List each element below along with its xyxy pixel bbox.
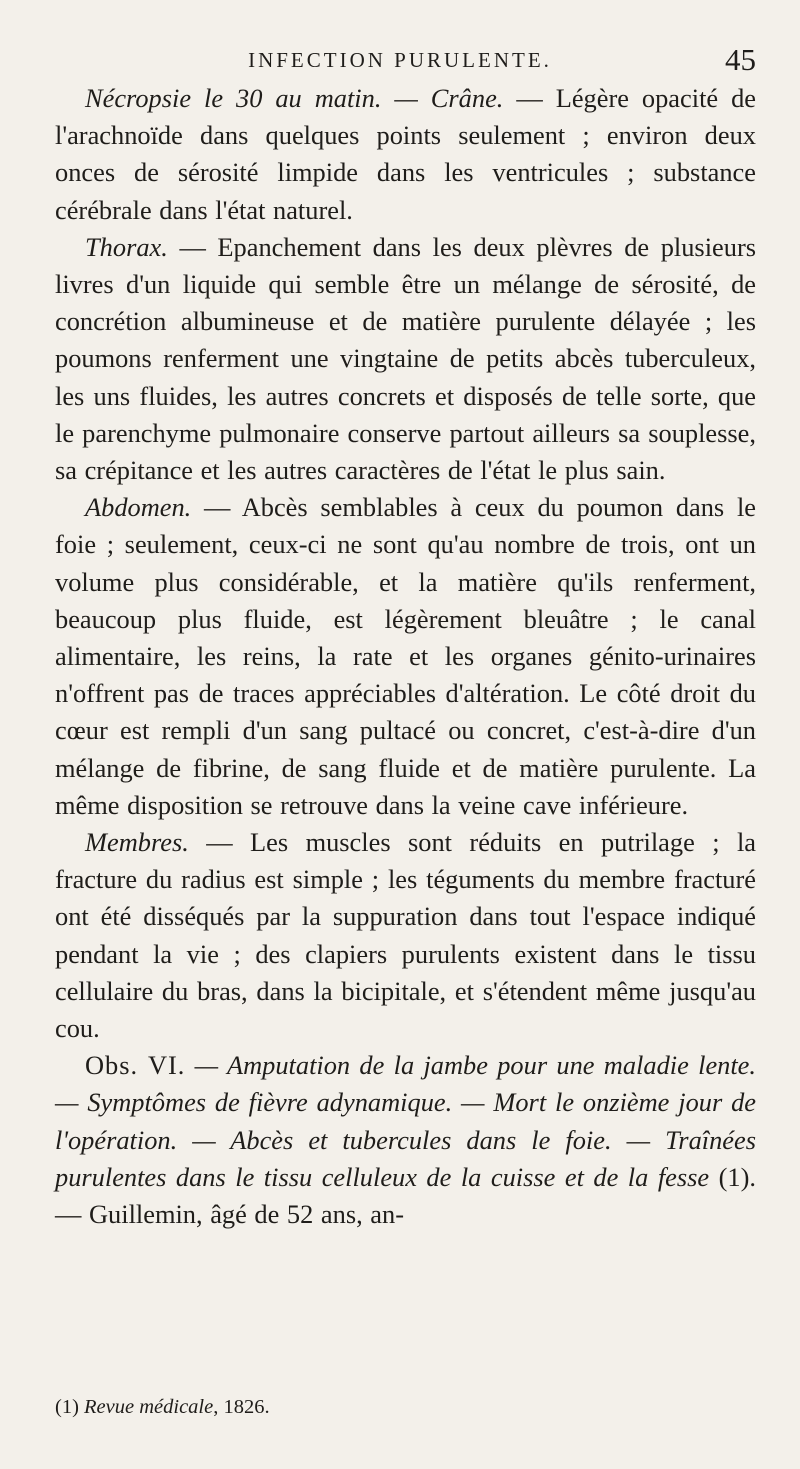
section-label-membres: Membres. — [85, 827, 189, 858]
observation-text: — Guillemin, âgé de 52 ans, an- — [55, 1199, 404, 1230]
paragraph-text: — Abcès semblables à ceux du poumon dans le foie ; seulement, ceux-ci ne sont qu'au nombre de trois, ont un volume plus considérable, et la matière qu'ils renferment, beaucoup plus fluide, est légèrement bleuâtre ; le canal alimentaire, les reins, la rate et les organes génito-urinaires n'offrent pas de traces appréciables d'altération. Le côté droit du cœur est rempli d'un sang pultacé ou concret, c'est-à-dire d'un mélange de fibrine, de sang fluide et de matière purulente. La même disposition se retrouve dans la veine cave inférieure. — [55, 492, 756, 820]
section-label-necropsie: Nécropsie le 30 au matin. — Crâne. — [85, 83, 504, 113]
page-number: 45 — [725, 42, 756, 77]
paragraph-observation — [55, 1047, 756, 1233]
footnote-marker: (1) — [55, 1396, 79, 1418]
footnote-reference: (1). — [709, 1161, 756, 1192]
paragraph-text: — Epanchement dans les deux plèvres de plusieurs livres d'un liquide qui semble être un mélange de sérosité, de concrétion albumineuse et de matière purulente délayée ; les poumons renferment une vingtaine de petits abcès tuberculeux, les uns fluides, les autres concrets et disposés de telle sorte, que le parenchyme pulmonaire conserve partout ailleurs sa souplesse, sa crépitance et les autres caractères de l'état le plus sain. — [55, 231, 756, 486]
running-title: INFECTION PURULENTE. — [248, 48, 552, 72]
footnote-source: Revue médicale — [84, 1396, 214, 1418]
paragraph-text: — Les muscles sont réduits en putrilage ; la fracture du radius est simple ; les téguments du membre fracturé ont été disséqués par la suppuration dans tout l'espace indiqué pendant la vie ; des clapiers purulents existent dans le tissu cellulaire du bras, dans la bicipitale, et s'étendent même jusqu'au cou. — [55, 827, 756, 1044]
paragraph-text: — Légère opacité de l'arachnoïde dans quelques points seulement ; environ deux onces de sérosité limpide dans les ventricules ; substance cérébrale dans l'état naturel. — [55, 83, 756, 225]
paragraph-necropsie — [55, 80, 756, 229]
footnote — [55, 1396, 756, 1419]
section-label-abdomen: Abdomen. — [85, 492, 192, 523]
page-body — [55, 80, 756, 1233]
paragraph-thorax — [55, 229, 756, 489]
footnote-year: , 1826. — [213, 1396, 270, 1418]
section-label-thorax: Thorax. — [85, 231, 168, 262]
paragraph-membres — [55, 824, 756, 1047]
observation-title: — Amputation de la jambe pour une maladie lente. — Symptômes de fièvre adynamique. — Mort le onzième jour de l'opération. — Abcès et tubercules dans le foie. — Traînées purulentes dans le tissu celluleux de la cuisse et de la fesse — [55, 1050, 756, 1192]
observation-number: Obs. VI. — [85, 1050, 186, 1081]
paragraph-abdomen — [55, 489, 756, 824]
